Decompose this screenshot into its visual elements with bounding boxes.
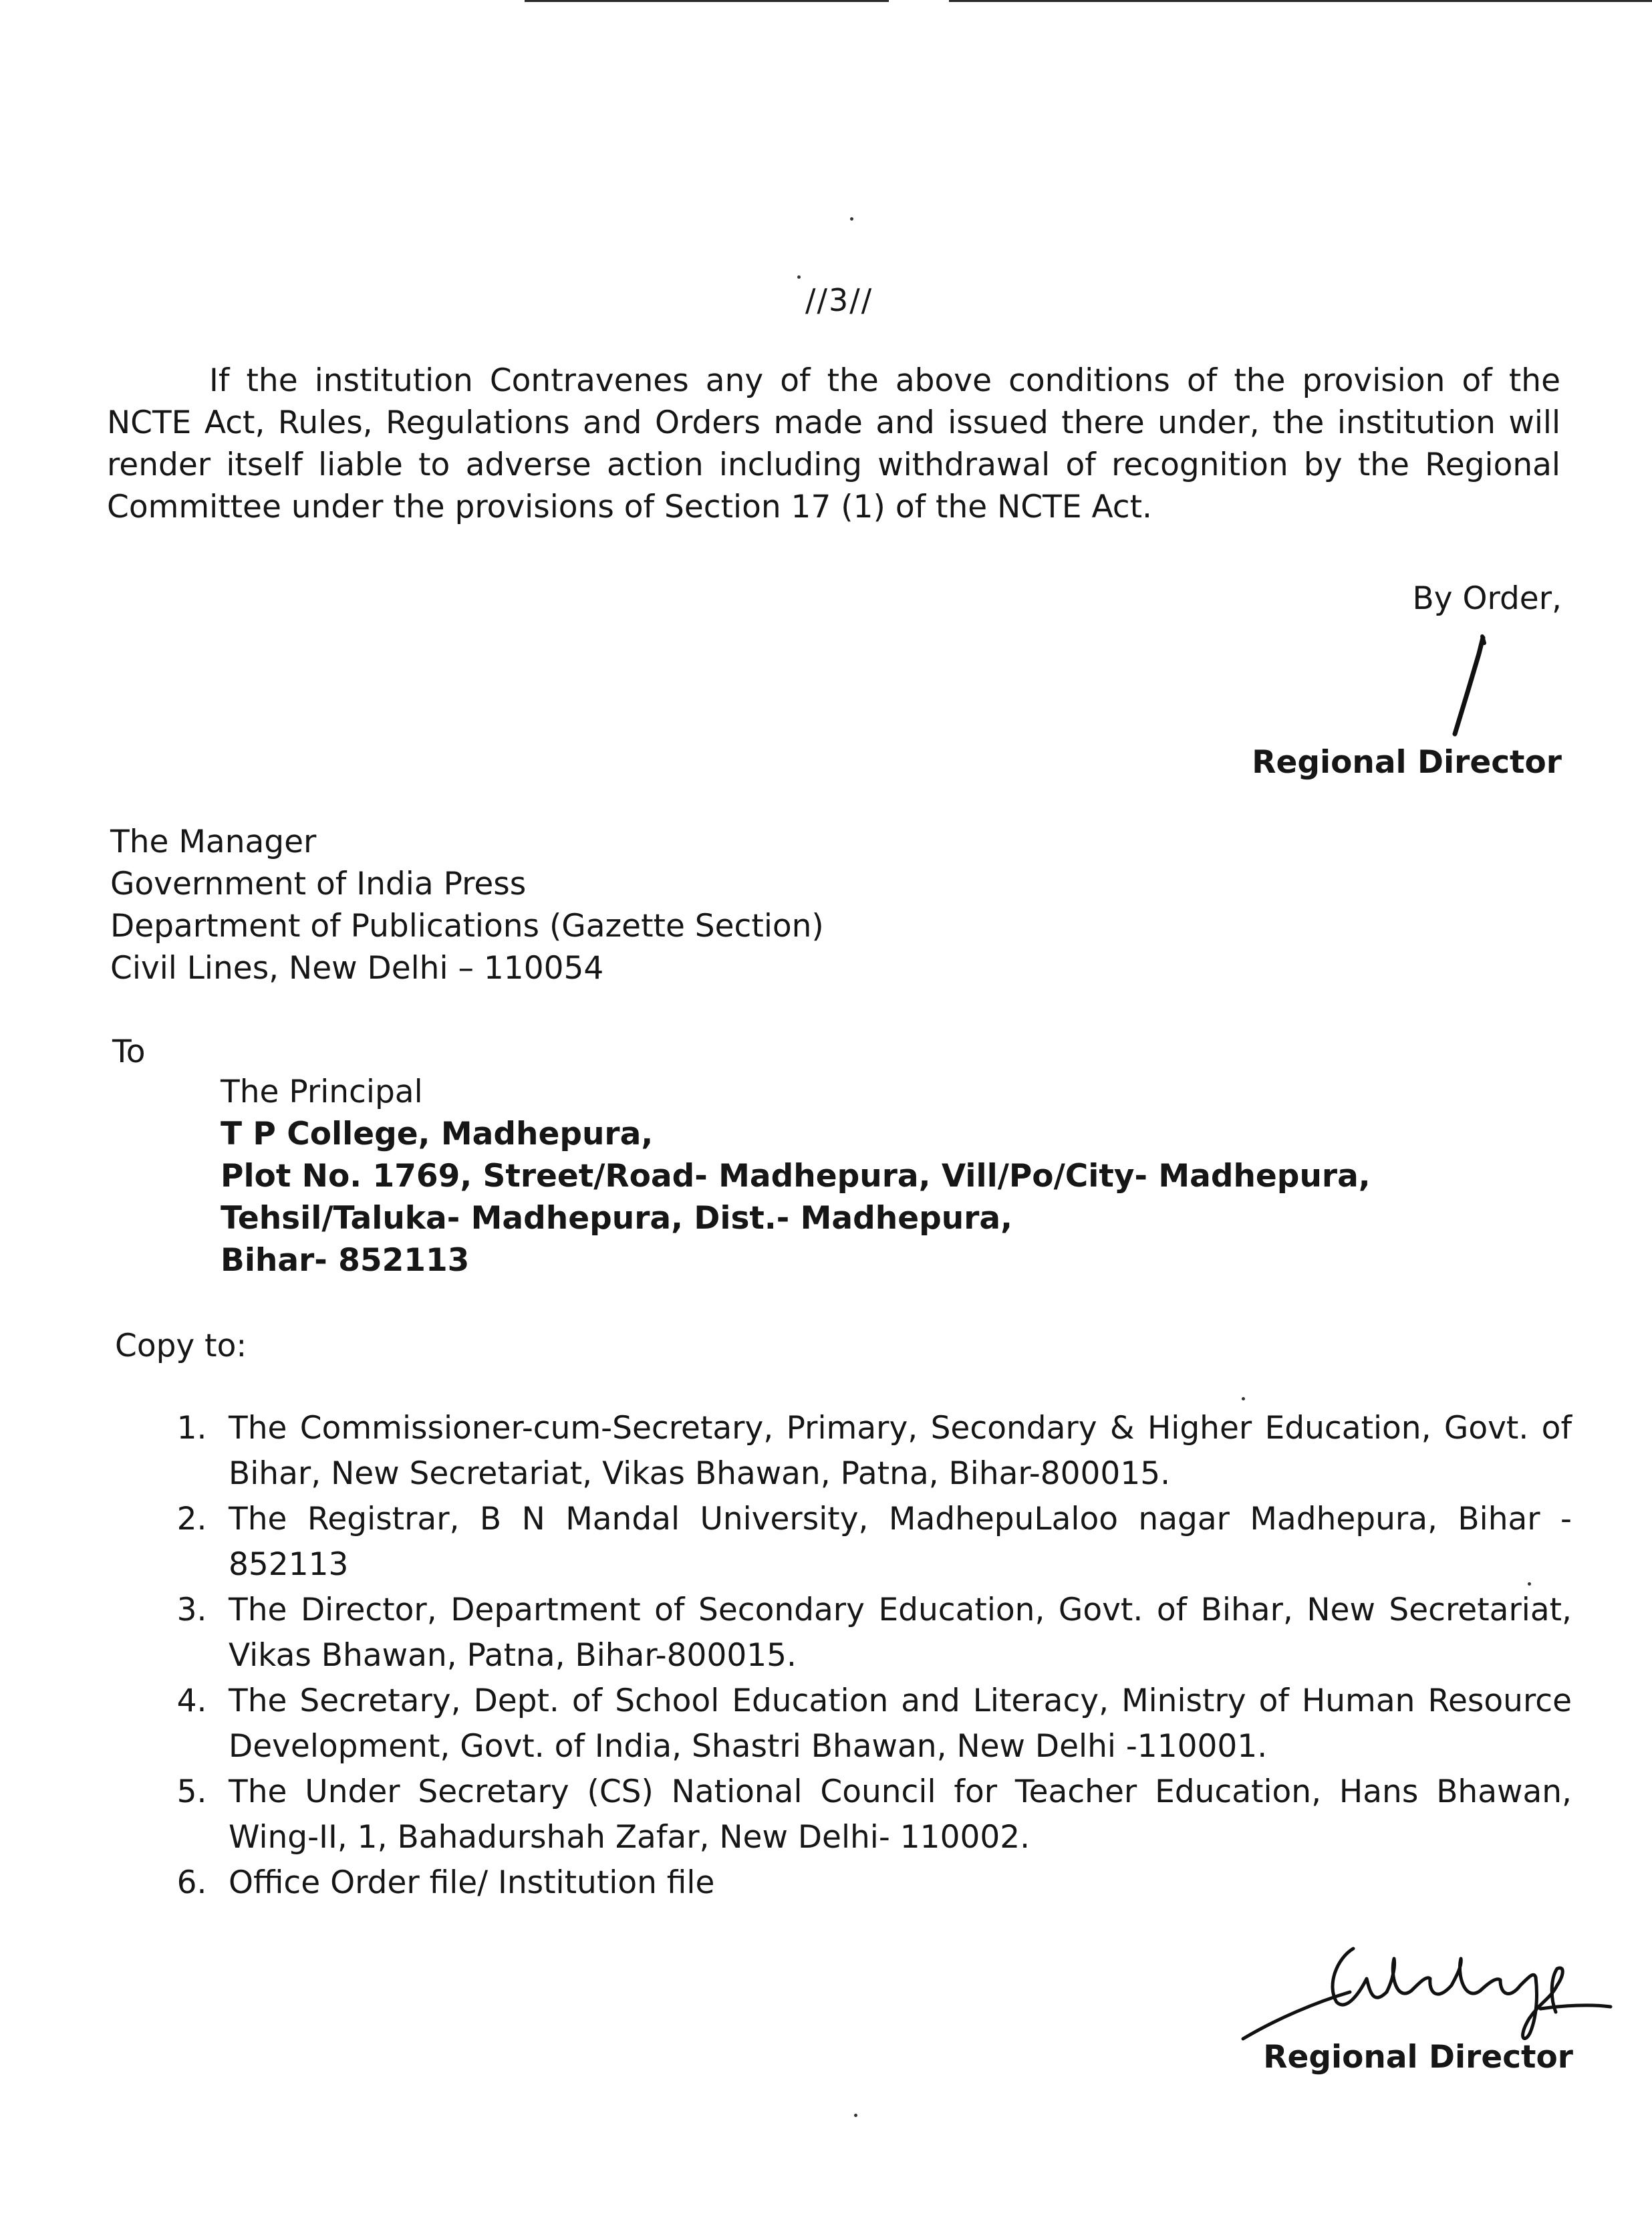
copy-to-label: Copy to:	[115, 1328, 247, 1364]
list-text: The Registrar, B N Mandal University, MadhepuLaloo nagar Madhepura, Bihar - 852113	[229, 1501, 1572, 1583]
list-text: The Commissioner-cum-Secretary, Primary, Secondary & Higher Education, Govt. of Bihar, New Secretariat, Vikas Bhawan, Patna, Bihar-800015.	[229, 1410, 1572, 1492]
list-number: 3.	[176, 1592, 207, 1628]
address-line: Plot No. 1769, Street/Road- Madhepura, Vill/Po/City- Madhepura,	[221, 1158, 1371, 1195]
list-number: 5.	[176, 1773, 207, 1810]
address-line: T P College, Madhepura,	[221, 1116, 654, 1152]
closing-signatory-title: Regional Director	[1263, 2039, 1573, 2076]
address-line: Bihar- 852113	[221, 1242, 470, 1279]
list-item	[155, 1406, 1572, 1497]
principal-address	[221, 1071, 1371, 1281]
list-number: 2.	[176, 1501, 207, 1537]
address-line: Tehsil/Taluka- Madhepura, Dist.- Madhepura,	[221, 1200, 1012, 1237]
list-item	[155, 1588, 1572, 1679]
principal-title: The Principal	[221, 1074, 423, 1110]
handwritten-signature-icon	[1236, 1939, 1624, 2052]
scan-speck	[797, 275, 801, 279]
scan-speck	[1242, 1397, 1245, 1400]
list-number: 6.	[176, 1864, 207, 1901]
scan-edge-line	[525, 0, 889, 2]
list-item	[155, 1860, 1572, 1906]
list-text: The Director, Department of Secondary Education, Govt. of Bihar, New Secretariat, Vikas Bhawan, Patna, Bihar-800015.	[229, 1592, 1572, 1674]
initial-signature-icon	[1440, 634, 1494, 741]
body-paragraph: If the institution Contravenes any of the above conditions of the provision of the NCTE Act, Rules, Regulations and Orders made and issued there under, the institution will render itself liable to adverse action including withdrawal of recognition by the Regional Committee under the provisions of Section 17 (1) of the NCTE Act.	[107, 362, 1560, 525]
list-text: Office Order file/ Institution file	[229, 1864, 715, 1901]
list-item	[155, 1769, 1572, 1860]
address-line: Government of India Press	[110, 866, 527, 902]
to-label: To	[112, 1033, 146, 1070]
list-item	[155, 1679, 1572, 1769]
list-number: 1.	[176, 1410, 207, 1447]
address-line: The Manager	[110, 824, 317, 860]
scan-speck	[854, 2114, 857, 2117]
scan-speck	[850, 217, 853, 221]
list-text: The Secretary, Dept. of School Education and Literacy, Ministry of Human Resource Development, Govt. of India, Shastri Bhawan, New Delhi -110001.	[229, 1683, 1572, 1765]
list-item	[155, 1497, 1572, 1588]
scan-edge-line	[949, 0, 1652, 2]
scan-speck	[1528, 1582, 1531, 1586]
list-number: 4.	[176, 1683, 207, 1719]
copy-to-list	[155, 1406, 1572, 1906]
signatory-title: Regional Director	[1252, 744, 1562, 781]
page-number: //3//	[805, 282, 873, 318]
by-order: By Order,	[1412, 580, 1562, 617]
address-line: Civil Lines, New Delhi – 110054	[110, 950, 604, 987]
list-text: The Under Secretary (CS) National Council for Teacher Education, Hans Bhawan, Wing-II, 1, Bahadurshah Zafar, New Delhi- 110002.	[229, 1773, 1572, 1856]
manager-address	[110, 821, 824, 989]
address-line: Department of Publications (Gazette Section)	[110, 908, 824, 945]
